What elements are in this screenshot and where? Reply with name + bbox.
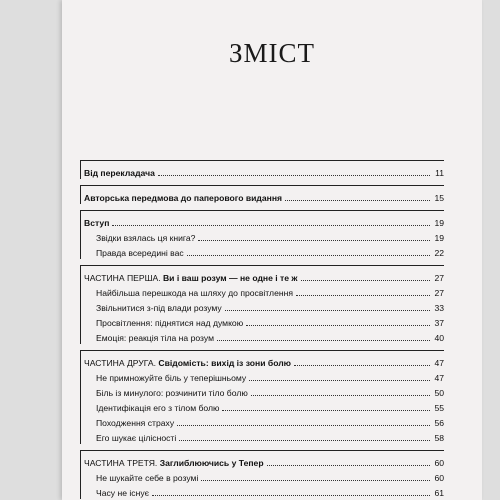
toc-entry-label: Вступ <box>84 218 110 228</box>
toc-entry-label: Звільнитися з-під влади розуму <box>96 303 222 313</box>
toc-entry-label: Звідки взялась ця книга? <box>96 233 196 243</box>
toc-page-number: 22 <box>434 248 444 258</box>
section-top-rule <box>80 350 444 351</box>
toc-entry-label: Просвітлення: піднятися над думкою <box>96 318 244 328</box>
toc-page-number: 15 <box>434 193 444 203</box>
toc-entry-label: Емоція: реакція тіла на розум <box>96 333 215 343</box>
toc-page-number: 55 <box>434 403 444 413</box>
dot-leader <box>217 339 430 341</box>
toc-entry-label: Найбільша перешкода на шляху до просвітлення <box>96 288 293 298</box>
dot-leader <box>112 224 430 226</box>
section-top-rule <box>80 185 444 186</box>
toc-entry <box>84 314 444 328</box>
toc-page-number: 27 <box>434 273 444 283</box>
book-page <box>62 0 482 500</box>
toc-entry-label <box>84 358 291 368</box>
toc-part-title: Заглиблюючись у Тепер <box>159 458 264 468</box>
toc-page-number: 40 <box>434 333 444 343</box>
toc-entry <box>84 229 444 243</box>
section-bracket <box>80 450 85 499</box>
toc-page-number: 37 <box>434 318 444 328</box>
toc-part-number: ЧАСТИНА ТРЕТЯ. <box>84 458 160 468</box>
toc-page-number: 58 <box>434 433 444 443</box>
toc-entry <box>84 454 444 468</box>
dot-leader <box>158 174 430 176</box>
dot-leader <box>187 254 430 256</box>
section-bracket <box>80 210 85 259</box>
page-title: ЗМІСТ <box>228 38 316 68</box>
toc-entry-label: Не шукайте себе в розумі <box>96 473 199 483</box>
toc-entry <box>84 354 444 368</box>
toc-entry-label: Его шукає цілісності <box>96 433 177 443</box>
dot-leader <box>222 409 430 411</box>
toc-entry <box>84 189 444 203</box>
toc-entry <box>84 429 444 443</box>
toc-page-number: 60 <box>434 473 444 483</box>
toc-page-number: 50 <box>434 388 444 398</box>
toc-entry-label: Біль із минулого: розчинити тіло болю <box>96 388 248 398</box>
toc-page-number: 19 <box>434 233 444 243</box>
toc-part-title: Ви і ваш розум — не одне і те ж <box>162 273 298 283</box>
toc-part-number: ЧАСТИНА ПЕРША. <box>84 273 163 283</box>
section-bracket <box>80 185 85 204</box>
toc-entry <box>84 469 444 483</box>
toc-page-number: 19 <box>434 218 444 228</box>
toc-entry <box>84 299 444 313</box>
toc-part-title: Свідомість: вихід із зони болю <box>158 358 292 368</box>
dot-leader <box>152 494 430 496</box>
toc-part-number: ЧАСТИНА ДРУГА. <box>84 358 159 368</box>
section-bracket <box>80 265 85 344</box>
toc-entry-label: Від перекладача <box>84 168 155 178</box>
toc-entry <box>84 164 444 178</box>
toc-entry <box>84 384 444 398</box>
toc-entry <box>84 269 444 283</box>
toc-entry <box>84 214 444 228</box>
section-top-rule <box>80 265 444 266</box>
toc-page-number: 47 <box>434 358 444 368</box>
dot-leader <box>294 364 430 366</box>
dot-leader <box>301 279 430 281</box>
dot-leader <box>246 324 430 326</box>
dot-leader <box>198 239 430 241</box>
toc-entry <box>84 329 444 343</box>
dot-leader <box>267 464 430 466</box>
toc-page-number: 27 <box>434 288 444 298</box>
toc-entry <box>84 399 444 413</box>
toc-entry-label: Авторська передмова до паперового видання <box>84 193 283 203</box>
toc-entry-label: Не примножуйте біль у теперішньому <box>96 373 247 383</box>
dot-leader <box>201 479 430 481</box>
toc-entry-label: Часу не існує <box>96 488 150 498</box>
toc-entry-label <box>84 273 298 283</box>
toc-entry <box>84 484 444 498</box>
toc-entry <box>84 414 444 428</box>
toc-entry-label: Правда всередині вас <box>96 248 184 258</box>
toc-entry <box>84 284 444 298</box>
dot-leader <box>177 424 430 426</box>
toc-page-number: 47 <box>434 373 444 383</box>
dot-leader <box>285 199 430 201</box>
section-bracket <box>80 350 85 444</box>
dot-leader <box>249 379 430 381</box>
toc-entry <box>84 369 444 383</box>
toc-entry <box>84 244 444 258</box>
section-top-rule <box>80 160 444 161</box>
toc-entry-label: Походження страху <box>96 418 175 428</box>
toc-page-number: 33 <box>434 303 444 313</box>
toc-page-number: 11 <box>435 168 444 178</box>
toc-page-number: 56 <box>434 418 444 428</box>
section-bracket <box>80 160 85 179</box>
dot-leader <box>225 309 430 311</box>
dot-leader <box>296 294 430 296</box>
section-top-rule <box>80 450 444 451</box>
toc-entry-label: Ідентифікація его з тілом болю <box>96 403 220 413</box>
toc-page-number: 60 <box>434 458 444 468</box>
toc-page-number: 61 <box>434 488 444 498</box>
section-top-rule <box>80 210 444 211</box>
dot-leader <box>251 394 430 396</box>
toc-entry-label <box>84 458 264 468</box>
dot-leader <box>179 439 430 441</box>
